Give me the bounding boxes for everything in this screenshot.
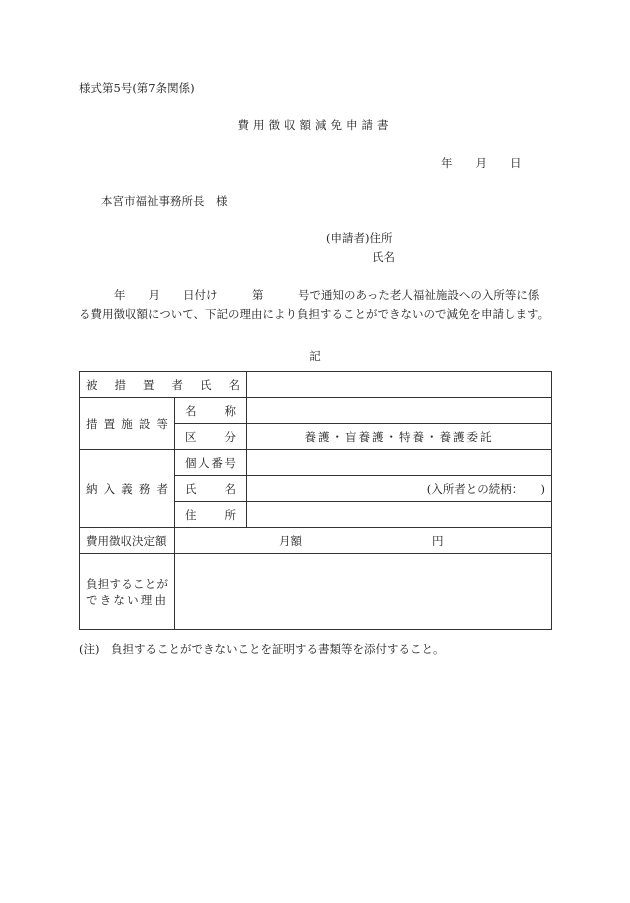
reason-label-cell <box>80 554 175 630</box>
applicant-name-label: 氏名 <box>372 250 395 264</box>
payer-address-label: 住 所 <box>185 507 236 522</box>
facility-label-cell <box>80 398 175 450</box>
payer-address-label-cell <box>175 502 247 528</box>
facility-name-label-cell <box>175 398 247 424</box>
payer-label: 納 入 義 務 者 <box>86 481 168 496</box>
footnote: (注) 負担することができないことを証明する書類等を添付すること。 <box>79 642 445 656</box>
date-line: 年 月 日 <box>441 156 522 170</box>
form-number: 様式第5号(第7条関係) <box>79 81 195 95</box>
yen-label: 円 <box>432 533 444 548</box>
facility-category-label: 区 分 <box>185 429 236 444</box>
fee-decision-field[interactable] <box>175 528 552 554</box>
applicant-address-label: (申請者)住所 <box>326 231 393 245</box>
facility-category-options[interactable]: 養護・盲養護・特養・養護委託 <box>247 424 552 450</box>
payer-label-cell <box>80 450 175 528</box>
form-title: 費用徴収額減免申請書 <box>237 118 393 132</box>
facility-category-label-cell <box>175 424 247 450</box>
monthly-label: 月額 <box>279 533 302 548</box>
payer-name-label: 氏 名 <box>185 481 236 496</box>
table-row <box>80 450 552 476</box>
application-table <box>79 371 552 630</box>
table-row <box>80 372 552 398</box>
table-row <box>80 554 552 630</box>
table-row <box>80 398 552 424</box>
facility-label: 措 置 施 設 等 <box>86 416 168 431</box>
payer-id-field[interactable] <box>247 450 552 476</box>
person-name-label: 被 措 置 者 氏 名 <box>86 377 240 392</box>
payer-address-field[interactable] <box>247 502 552 528</box>
reason-label-line-2: で き な い 理 由 <box>86 592 168 607</box>
payer-id-label-cell <box>175 450 247 476</box>
payer-id-label: 個 人 番 号 <box>185 455 236 470</box>
relationship-note: (入所者との続柄： ) <box>426 481 545 496</box>
reason-field[interactable] <box>175 554 552 630</box>
facility-name-label: 名 称 <box>185 403 236 418</box>
person-name-label-cell <box>80 372 247 398</box>
reason-label-line-1: 負 担 す る こ と が <box>86 576 168 591</box>
body-text-line-1: 年 月 日付け 第 号で通知のあった老人福祉施設への入所等に係 <box>114 288 540 302</box>
payer-name-field[interactable] <box>247 476 552 502</box>
table-row <box>80 528 552 554</box>
addressee: 本宮市福祉事務所長 様 <box>101 194 228 208</box>
payer-name-label-cell <box>175 476 247 502</box>
fee-decision-label-cell <box>80 528 175 554</box>
body-text-line-2: る費用徴収額について、下記の理由により負担することができないので減免を申請します。 <box>79 307 550 321</box>
ki-heading: 記 <box>309 349 321 363</box>
person-name-field[interactable] <box>247 372 552 398</box>
facility-name-field[interactable] <box>247 398 552 424</box>
fee-decision-label: 費用徴収決定額 <box>86 533 167 548</box>
